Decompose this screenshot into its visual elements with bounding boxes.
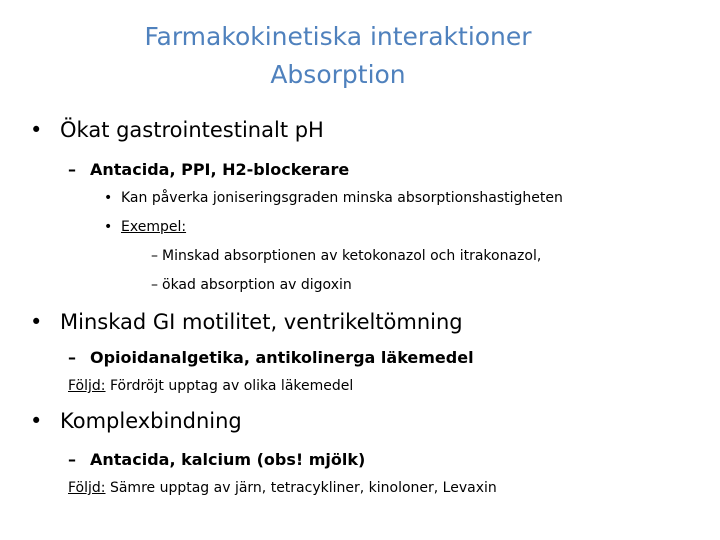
example-text: ökad absorption av digoxin	[162, 277, 352, 293]
sub-item-text: Opioidanalgetika, antikolinerga läkemedel	[90, 348, 474, 367]
sub-item-2	[68, 348, 474, 367]
consequence-note-2	[68, 480, 497, 496]
example-text: Minskad absorptionen av ketokonazol och itrakonazol,	[162, 248, 542, 264]
bullet-heading-3	[30, 409, 242, 433]
note-label: Följd:	[68, 480, 106, 496]
sub-item-text: Antacida, kalcium (obs! mjölk)	[90, 450, 366, 469]
title-line-1: Farmakokinetiska interaktioner	[144, 22, 532, 51]
bullet-marker: •	[104, 219, 113, 235]
bullet-marker: •	[104, 190, 113, 206]
note-label: Följd:	[68, 378, 106, 394]
dash-marker: –	[68, 450, 76, 469]
bullet-marker: •	[30, 118, 43, 142]
item-text: Kan påverka joniseringsgraden minska absorptionshastigheten	[121, 190, 563, 206]
heading-text: Minskad GI motilitet, ventrikeltömning	[60, 310, 463, 334]
third-level-item-1	[104, 190, 563, 206]
sub-item-1	[68, 160, 349, 179]
dash-marker: –	[151, 277, 158, 293]
consequence-note-1	[68, 378, 353, 394]
sub-item-3	[68, 450, 365, 469]
bullet-marker: •	[30, 409, 43, 433]
bullet-marker: •	[30, 310, 43, 334]
note-text: Fördröjt upptag av olika läkemedel	[105, 378, 354, 394]
dash-marker: –	[151, 248, 158, 264]
example-item-2	[130, 277, 352, 293]
bullet-heading-1	[30, 118, 324, 142]
note-text: Sämre upptag av järn, tetracykliner, kinoloner, Levaxin	[105, 480, 497, 496]
bullet-heading-2	[30, 310, 463, 334]
dash-marker: –	[68, 348, 76, 367]
dash-marker: –	[68, 160, 76, 179]
slide-title	[0, 18, 676, 94]
example-item-1	[130, 248, 541, 264]
heading-text: Komplexbindning	[60, 409, 242, 433]
title-line-2: Absorption	[270, 60, 406, 89]
third-level-item-2	[104, 219, 186, 235]
sub-item-text: Antacida, PPI, H2-blockerare	[90, 160, 350, 179]
heading-text: Ökat gastrointestinalt pH	[60, 118, 324, 142]
item-text: Exempel:	[121, 219, 187, 235]
